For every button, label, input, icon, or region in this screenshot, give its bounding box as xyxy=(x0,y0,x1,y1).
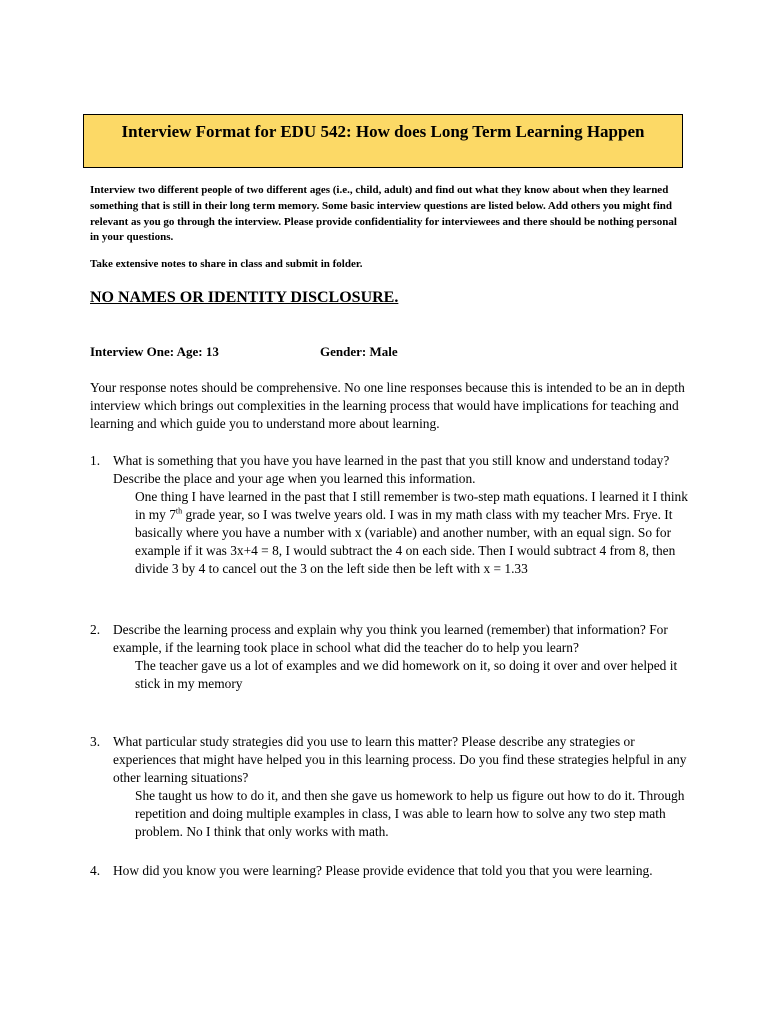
answer-text: She taught us how to do it, and then she gave us homework to help us figure out how to do it. Through repetition and doing multiple examples in class, I was able to learn how to solve any two step math problem. No I think that only works with math. xyxy=(135,788,685,839)
question-text: What is something that you have you have learned in the past that you still know and understand today? Describe the place and your age when you learned this information. xyxy=(113,453,670,486)
interview-header xyxy=(90,344,398,360)
question-item-1 xyxy=(90,452,690,578)
question-number: 1. xyxy=(90,453,101,468)
interview-age: Interview One: Age: 13 xyxy=(90,344,219,359)
document-title: Interview Format for EDU 542: How does Long Term Learning Happen xyxy=(83,114,683,168)
question-number: 2. xyxy=(90,622,101,637)
question-item-4 xyxy=(90,862,690,880)
answer-part: One thing I have learned in the past that I still remember is two-step math equations. I learned it I think in my 7 xyxy=(135,489,688,522)
disclosure-heading: NO NAMES OR IDENTITY DISCLOSURE. xyxy=(90,289,399,306)
question-text: Describe the learning process and explain why you think you learned (remember) that information? For example, if the learning took place in school what did the teacher do to help you learn? xyxy=(113,622,668,655)
question-number: 3. xyxy=(90,734,101,749)
question-text: How did you know you were learning? Please provide evidence that told you that you were learning. xyxy=(113,863,653,878)
ordinal-suffix: th xyxy=(175,506,183,516)
response-note: Your response notes should be comprehensive. No one line responses because this is intended to be an in depth interview which brings out complexities in the learning process that would have implications for teaching and learning and which guide you to understand more about learning. xyxy=(90,380,685,431)
question-text: What particular study strategies did you use to learn this matter? Please describe any strategies or experiences that might have helped you in this learning process. Do you find these strategies helpful in any other learning situations? xyxy=(113,734,687,785)
intro-instructions: Interview two different people of two different ages (i.e., child, adult) and find out what they know about when they learned something that is still in their long term memory. Some basic interview questions are listed below. Add others you might find relevant as you go through the interview. Please provide confidentiality for interviewees and there should be nothing personal in your questions. xyxy=(90,184,677,244)
question-item-2 xyxy=(90,621,690,693)
answer-text: The teacher gave us a lot of examples and we did homework on it, so doing it over and over helped it stick in my memory xyxy=(135,658,678,691)
answer-text xyxy=(135,488,690,578)
notes-instruction: Take extensive notes to share in class and submit in folder. xyxy=(90,258,363,270)
question-item-3 xyxy=(90,733,690,841)
answer-part: grade year, so I was twelve years old. I was in my math class with my teacher Mrs. Frye. It basically where you have a number with x (variable) and another number, with an equal sign. So for example if it was 3x+4 = 8, I would subtract the 4 on each side. Then I would subtract 4 from 8, then divide 3 by 4 to cancel out the 3 on the left side then be left with x = 1.33 xyxy=(135,507,676,576)
interview-gender: Gender: Male xyxy=(320,344,398,359)
question-number: 4. xyxy=(90,863,101,878)
